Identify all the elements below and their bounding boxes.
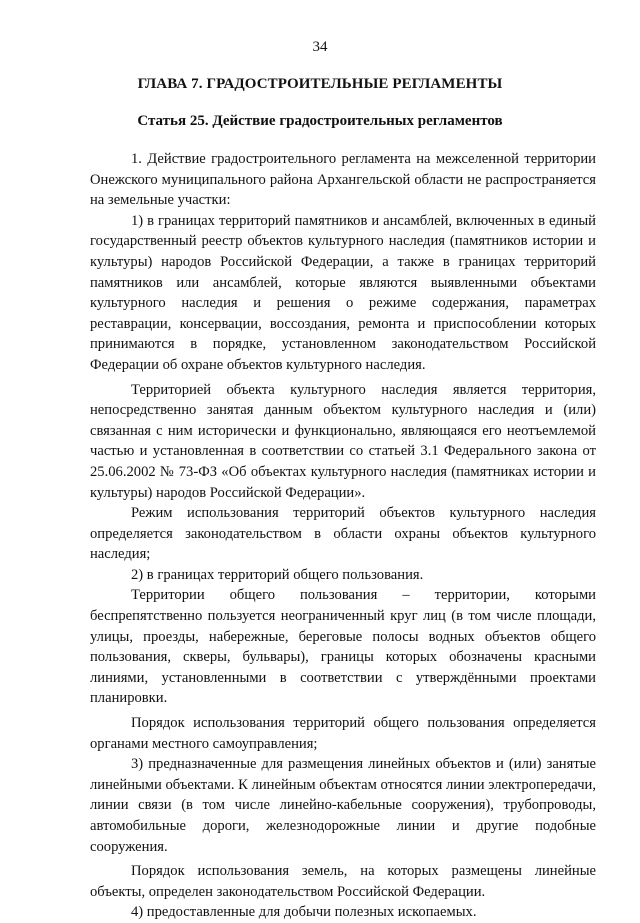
paragraph: Режим использования территорий объектов культурного наследия определяется законодательством в области охраны объектов культурного наследия; — [90, 505, 596, 563]
paragraph: 1. Действие градостроительного регламента на межселенной территории Онежского муниципального района Архангельской области не распространяется на земельные участки: — [90, 151, 596, 209]
paragraph: Территорией объекта культурного наследия является территория, непосредственно занятая данным объектом культурного наследия и (или) связанная с ним исторически и функционально, являющаяся его неотъемлемой частью и установленная в соответствии со статьей 3.1 Федерального закона от 25.06.2002 № 73-ФЗ «Об объектах культурного наследия (памятниках истории и культуры) народов Российской Федерации». — [90, 381, 596, 501]
paragraph: Порядок использования земель, на которых размещены линейные объекты, определен законодательством Российской Федерации. — [90, 863, 596, 900]
chapter-title: ГЛАВА 7. ГРАДОСТРОИТЕЛЬНЫЕ РЕГЛАМЕНТЫ — [137, 76, 503, 92]
paragraph: 3) предназначенные для размещения линейных объектов и (или) занятые линейными объектами. К линейным объектам относятся линии электропередачи, линии связи (в том числе линейно-кабельные сооружения), трубопроводы, автомобильные дороги, железнодорожные линии и другие подобные сооружения. — [90, 756, 596, 855]
page-number: 34 — [312, 39, 328, 55]
paragraph: 1) в границах территорий памятников и ансамблей, включенных в единый государственный реестр объектов культурного наследия (памятников истории и культуры) народов Российской Федерации, а также в границах территорий памятников или ансамблей, которые являются выявленными объектами культурного наследия и решения о режиме содержания, параметрах реставрации, консервации, воссоздания, ремонта и приспособлении которых принимаются в порядке, установленном законодательством Российской Федерации об охране объектов культурного наследия. — [90, 212, 596, 373]
article-title: Статья 25. Действие градостроительных регламентов — [137, 113, 503, 129]
paragraph: Территории общего пользования – территории, которыми беспрепятственно пользуется неограниченный круг лиц (в том числе площади, улицы, проезды, набережные, береговые полосы водных объектов общего пользования, скверы, бульвары), границы которых обозначены красными линиями, установленными в соответствии с утверждёнными проектами планировки. — [90, 587, 596, 707]
paragraph: Порядок использования территорий общего пользования определяется органами местного самоуправления; — [90, 715, 596, 752]
document-body — [90, 149, 596, 923]
paragraph: 4) предоставленные для добычи полезных ископаемых. — [131, 904, 477, 921]
paragraph: 2) в границах территорий общего пользования. — [131, 566, 424, 583]
